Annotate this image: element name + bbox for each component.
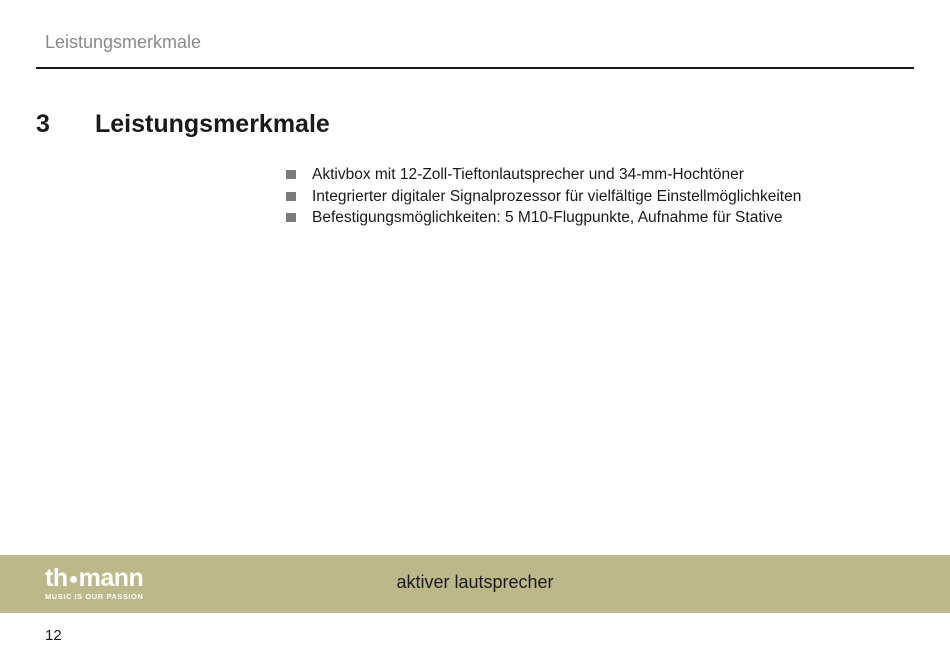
running-header: Leistungsmerkmale	[45, 32, 202, 52]
square-bullet-icon	[286, 192, 296, 201]
logo-text-end: mann	[78, 564, 144, 592]
list-item	[286, 207, 801, 229]
logo-text-start: th	[45, 564, 68, 592]
feature-text: Integrierter digitaler Signalprozessor für vielfältige Einstellmöglichkeiten	[312, 187, 802, 205]
product-name: aktiver lautsprecher	[396, 572, 554, 592]
list-item	[286, 186, 801, 208]
page-number: 12	[45, 627, 62, 644]
chapter-title: Leistungsmerkmale	[95, 110, 330, 138]
feature-text: Aktivbox mit 12-Zoll-Tieftonlautsprecher und 34-mm-Hochtöner	[312, 166, 744, 183]
footer-band	[0, 555, 950, 613]
header-divider	[36, 67, 914, 69]
square-bullet-icon	[286, 213, 296, 222]
feature-list	[286, 164, 801, 229]
feature-text: Befestigungsmöglichkeiten: 5 M10-Flugpunkte, Aufnahme für Stative	[312, 209, 783, 226]
square-bullet-icon	[286, 170, 296, 179]
logo-tagline: MUSIC IS OUR PASSION	[45, 592, 144, 601]
list-item	[286, 164, 801, 186]
chapter-number: 3	[36, 110, 50, 138]
